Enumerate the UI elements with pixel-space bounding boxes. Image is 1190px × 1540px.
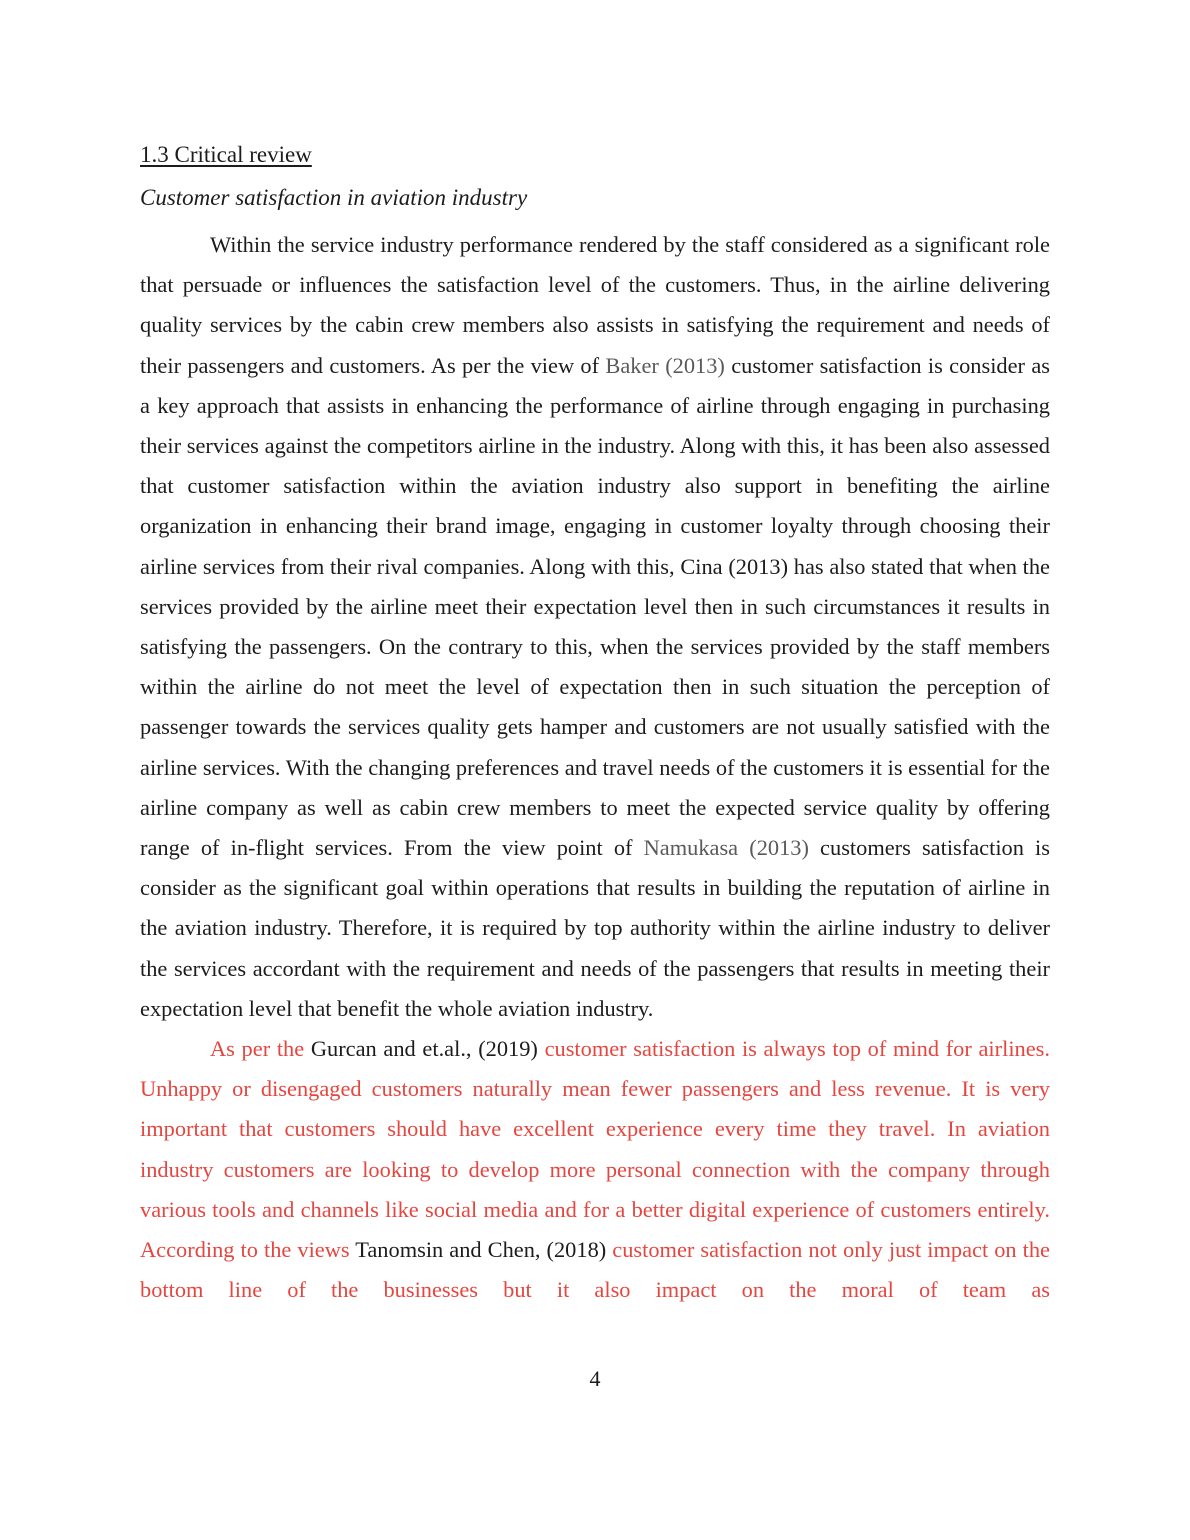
- text-segment: As per the: [210, 1036, 311, 1062]
- text-segment: customer satisfaction is always top of mind for airlines. Unhappy or disengaged customers naturally mean fewer passengers and less revenue. It is very important that customers should have excellent experience every time they travel. In aviation industry customers are looking to develop more personal connection with the company through various tools and channels like social media and for a better digital experience of customers entirely. According to the views: [140, 1036, 1050, 1263]
- text-segment: customers satisfaction is consider as the significant goal within operations that results in building the reputation of airline in the aviation industry. Therefore, it is required by top authority within the airline industry to deliver the services accordant with the requirement and needs of the passengers that results in meeting their expectation level that benefit the whole aviation industry.: [140, 835, 1050, 1021]
- paragraph-2: [140, 1029, 1050, 1310]
- text-segment: Namukasa (2013): [643, 835, 809, 861]
- text-segment: customer satisfaction is consider as a key approach that assists in enhancing the performance of airline through engaging in purchasing their services against the competitors airline in the industry. Along with this, it has been also assessed that customer satisfaction within the aviation industry also support in benefiting the airline organization in enhancing their brand image, engaging in customer loyalty through choosing their airline services from their rival companies. Along with this, Cina (2013) has also stated that when the services provided by the airline meet their expectation level then in such circumstances it results in satisfying the passengers. On the contrary to this, when the services provided by the staff members within the airline do not meet the level of expectation then in such situation the perception of passenger towards the services quality gets hamper and customers are not usually satisfied with the airline services. With the changing preferences and travel needs of the customers it is essential for the airline company as well as cabin crew members to meet the expected service quality by offering range of in-flight services. From the view point of: [140, 352, 1050, 861]
- text-segment: Gurcan and et.al., (2019): [310, 1036, 545, 1062]
- page-number: 4: [589, 1366, 601, 1391]
- text-segment: Tanomsin and Chen, (2018): [355, 1237, 613, 1263]
- text-segment: Baker (2013): [605, 352, 725, 378]
- section-heading: 1.3 Critical review: [140, 142, 312, 167]
- text-segment: customer satisfaction not only just impact on the bottom line of the businesses but it also impact on the moral of team as: [140, 1237, 1050, 1303]
- page-content: [140, 141, 1050, 1310]
- section-subheading: Customer satisfaction in aviation industry: [140, 185, 528, 210]
- paragraph-1: [140, 225, 1050, 1029]
- text-segment: Within the service industry performance rendered by the staff considered as a significant role that persuade or influences the satisfaction level of the customers. Thus, in the airline delivering quality services by the cabin crew members also assists in satisfying the requirement and needs of their passengers and customers. As per the view of: [140, 232, 1050, 378]
